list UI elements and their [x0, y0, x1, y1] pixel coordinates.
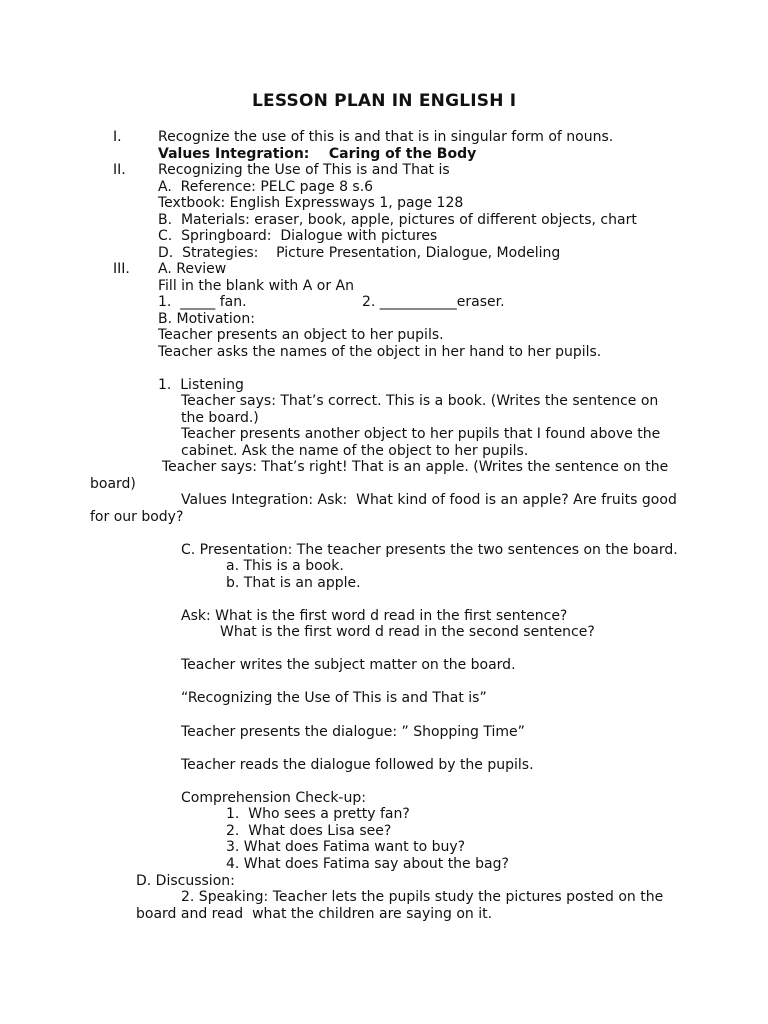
page-title: LESSON PLAN IN ENGLISH I — [252, 91, 517, 111]
text-line: board and read what the children are saying on it. — [136, 906, 493, 922]
text-line: Teacher presents another object to her pupils that I found above the — [181, 426, 661, 442]
text-line: Values Integration: Ask: What kind of food is an apple? Are fruits good — [181, 492, 677, 508]
text-line: C. Presentation: The teacher presents the two sentences on the board. — [181, 542, 678, 558]
text-line: b. That is an apple. — [226, 575, 361, 591]
text-line: Teacher reads the dialogue followed by the pupils. — [181, 757, 534, 773]
text-line: 2. ___________eraser. — [362, 294, 505, 310]
text-line: D. Discussion: — [136, 873, 235, 889]
text-line: B. Motivation: — [158, 311, 255, 327]
text-line: 4. What does Fatima say about the bag? — [226, 856, 509, 872]
text-line: What is the first word d read in the second sentence? — [220, 624, 595, 640]
text-line: A. Reference: PELC page 8 s.6 — [158, 179, 374, 195]
text-line: board) — [90, 476, 136, 492]
text-line: Ask: What is the first word d read in the first sentence? — [181, 608, 568, 624]
text-line: Teacher says: That’s right! That is an apple. (Writes the sentence on the — [162, 459, 669, 475]
text-line: 1. _____ fan. — [158, 294, 247, 310]
text-line: Values Integration: Caring of the Body — [158, 146, 477, 162]
text-line: III. — [113, 261, 130, 277]
text-line: B. Materials: eraser, book, apple, pictures of different objects, chart — [158, 212, 637, 228]
text-line: Textbook: English Expressways 1, page 128 — [158, 195, 464, 211]
text-line: Teacher asks the names of the object in her hand to her pupils. — [158, 344, 602, 360]
text-line: A. Review — [158, 261, 227, 277]
text-line: Teacher presents an object to her pupils. — [158, 327, 444, 343]
text-line: C. Springboard: Dialogue with pictures — [158, 228, 438, 244]
text-line: Teacher writes the subject matter on the board. — [181, 657, 516, 673]
text-line: Fill in the blank with A or An — [158, 278, 354, 294]
text-line: 2. What does Lisa see? — [226, 823, 392, 839]
text-line: II. — [113, 162, 126, 178]
text-line: Teacher presents the dialogue: ” Shopping Time” — [181, 724, 525, 740]
text-line: the board.) — [181, 410, 259, 426]
text-line: 3. What does Fatima want to buy? — [226, 839, 466, 855]
text-line: D. Strategies: Picture Presentation, Dialogue, Modeling — [158, 245, 561, 261]
text-line: for our body? — [90, 509, 184, 525]
text-line: cabinet. Ask the name of the object to her pupils. — [181, 443, 529, 459]
text-line: Recognizing the Use of This is and That is — [158, 162, 450, 178]
text-line: 2. Speaking: Teacher lets the pupils study the pictures posted on the — [181, 889, 664, 905]
text-line: a. This is a book. — [226, 558, 344, 574]
text-line: I. — [113, 129, 122, 145]
text-line: 1. Who sees a pretty fan? — [226, 806, 410, 822]
text-line: Teacher says: That’s correct. This is a book. (Writes the sentence on — [181, 393, 659, 409]
text-line: Recognize the use of this is and that is in singular form of nouns. — [158, 129, 614, 145]
text-line: Comprehension Check-up: — [181, 790, 366, 806]
text-line: 1. Listening — [158, 377, 244, 393]
text-line: “Recognizing the Use of This is and That is” — [181, 690, 487, 706]
